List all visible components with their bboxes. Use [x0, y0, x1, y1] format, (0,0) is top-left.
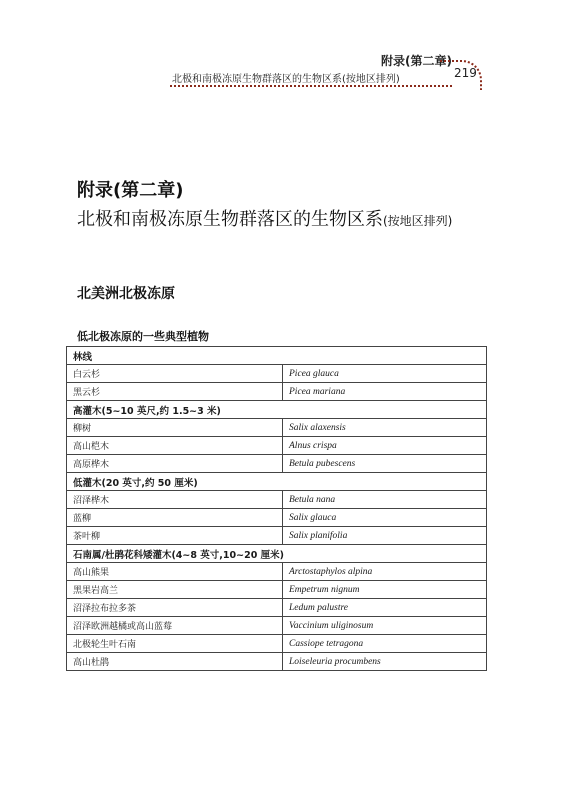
- group-label: 石南属/杜鹃花科矮灌木(4~8 英寸,10~20 厘米): [67, 545, 487, 563]
- page-subtitle-main: 北极和南极冻原生物群落区的生物区系: [77, 209, 383, 230]
- latin-name-cell: Picea mariana: [283, 383, 487, 401]
- common-name-cell: 蓝柳: [67, 509, 283, 527]
- table-caption: 低北极冻原的一些典型植物: [77, 330, 209, 343]
- table-row: [67, 581, 487, 599]
- table-row: [67, 635, 487, 653]
- common-name-cell: 高山熊果: [67, 563, 283, 581]
- table-row: [67, 509, 487, 527]
- latin-name-cell: Salix glauca: [283, 509, 487, 527]
- table-group-row: [67, 401, 487, 419]
- table-group-row: [67, 347, 487, 365]
- common-name-cell: 黑果岩高兰: [67, 581, 283, 599]
- common-name-cell: 黑云杉: [67, 383, 283, 401]
- latin-name-cell: Alnus crispa: [283, 437, 487, 455]
- table-row: [67, 653, 487, 671]
- latin-name-cell: Picea glauca: [283, 365, 487, 383]
- latin-name-cell: Salix alaxensis: [283, 419, 487, 437]
- table-group-row: [67, 545, 487, 563]
- plant-table: [66, 346, 487, 671]
- latin-name-cell: Empetrum nignum: [283, 581, 487, 599]
- table-row: [67, 617, 487, 635]
- running-header-chapter: 附录(第二章): [381, 54, 452, 68]
- page-number: 219: [454, 66, 477, 80]
- group-label: 低灌木(20 英寸,约 50 厘米): [67, 473, 487, 491]
- latin-name-cell: Salix planifolia: [283, 527, 487, 545]
- common-name-cell: 沼泽桦木: [67, 491, 283, 509]
- group-label: 林线: [67, 347, 487, 365]
- group-label: 高灌木(5~10 英尺,约 1.5~3 米): [67, 401, 487, 419]
- plant-table-body: [67, 347, 487, 671]
- table-row: [67, 419, 487, 437]
- common-name-cell: 高山杜鹃: [67, 653, 283, 671]
- common-name-cell: 茶叶柳: [67, 527, 283, 545]
- section-heading: 北美洲北极冻原: [77, 286, 175, 302]
- latin-name-cell: Loiseleuria procumbens: [283, 653, 487, 671]
- table-row: [67, 491, 487, 509]
- table-row: [67, 599, 487, 617]
- table-row: [67, 365, 487, 383]
- common-name-cell: 北极轮生叶石南: [67, 635, 283, 653]
- latin-name-cell: Betula pubescens: [283, 455, 487, 473]
- common-name-cell: 柳树: [67, 419, 283, 437]
- table-group-row: [67, 473, 487, 491]
- common-name-cell: 白云杉: [67, 365, 283, 383]
- header-rule: [170, 85, 452, 87]
- page-title: 附录(第二章): [77, 180, 184, 201]
- common-name-cell: 高原桦木: [67, 455, 283, 473]
- table-row: [67, 437, 487, 455]
- latin-name-cell: Cassiope tetragona: [283, 635, 487, 653]
- latin-name-cell: Vaccinium uliginosum: [283, 617, 487, 635]
- table-row: [67, 455, 487, 473]
- common-name-cell: 沼泽欧洲越橘或高山蓝莓: [67, 617, 283, 635]
- table-row: [67, 563, 487, 581]
- page-subtitle-note: (按地区排列): [383, 214, 453, 228]
- common-name-cell: 高山桤木: [67, 437, 283, 455]
- table-row: [67, 527, 487, 545]
- common-name-cell: 沼泽拉布拉多茶: [67, 599, 283, 617]
- latin-name-cell: Arctostaphylos alpina: [283, 563, 487, 581]
- latin-name-cell: Betula nana: [283, 491, 487, 509]
- latin-name-cell: Ledum palustre: [283, 599, 487, 617]
- running-header-subtitle: 北极和南极冻原生物群落区的生物区系(按地区排列): [172, 74, 400, 85]
- table-row: [67, 383, 487, 401]
- page-subtitle: [77, 205, 452, 231]
